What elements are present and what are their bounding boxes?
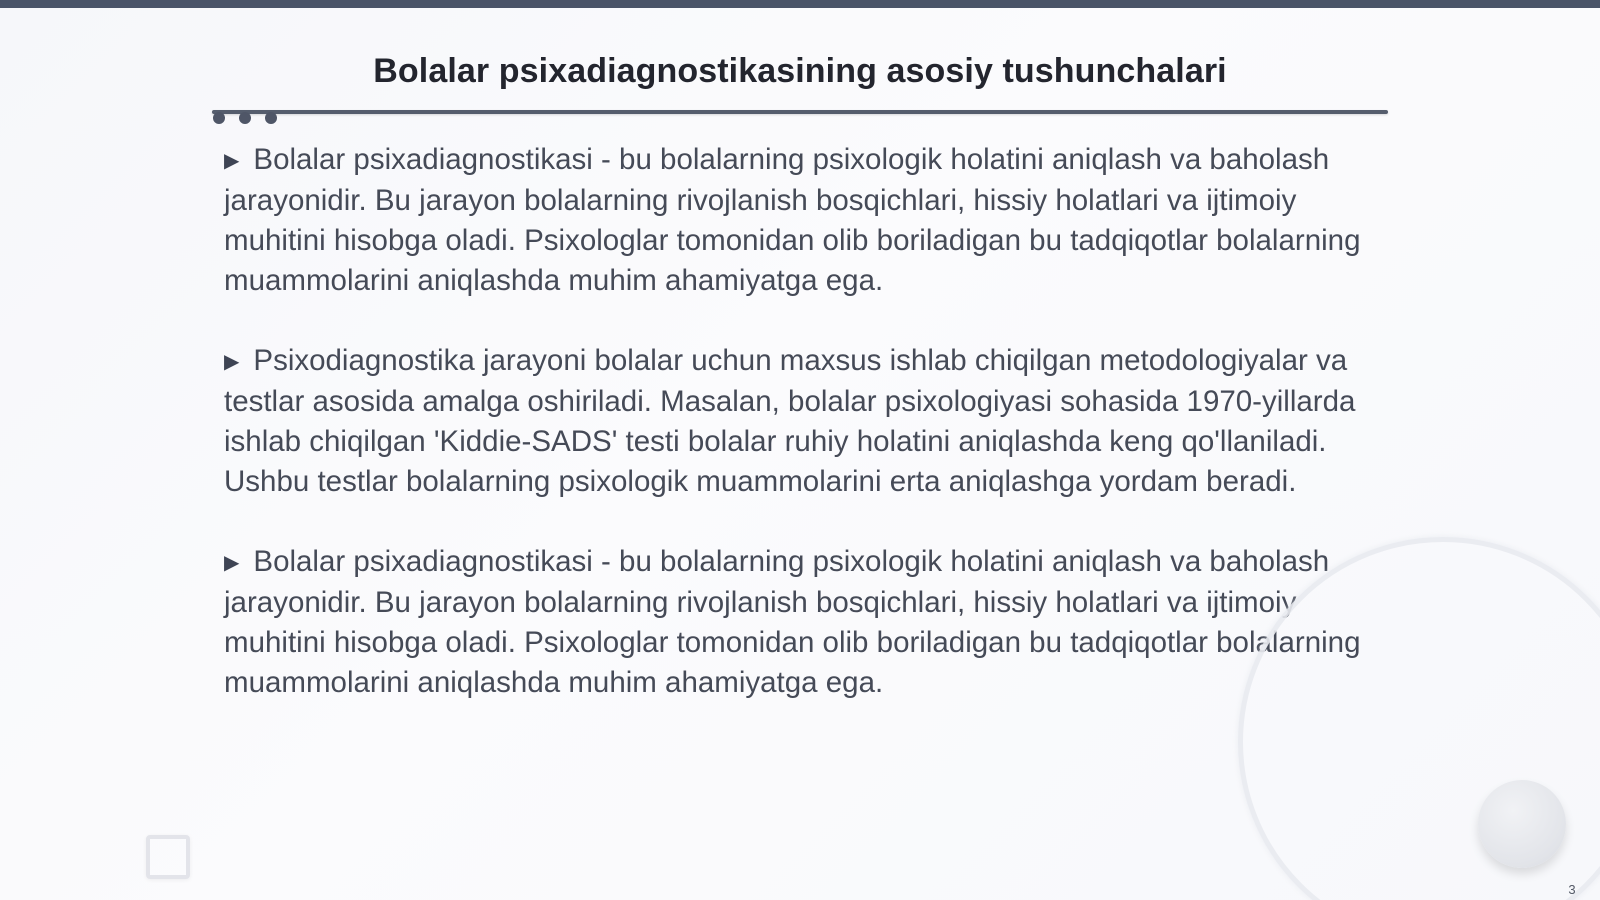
triangle-right-icon: ▶ [224, 351, 240, 373]
paragraph-text: Bolalar psixadiagnostikasi - bu bolalarning psixologik holatini aniqlash va baholash jarayonidir. Bu jarayon bolalarning rivojlanish bosqichlari, hissiy holatlari va ijtimoiy muhitini hisobga oladi. Psixologlar tomonidan olib boriladigan bu tadqiqotlar bolalarning muammolarini aniqlashda muhim ahamiyatga ega. [224, 143, 1361, 297]
bullet-paragraph-1 [224, 140, 1374, 301]
bullet-paragraph-3 [224, 542, 1374, 703]
paragraph-text: Bolalar psixadiagnostikasi - bu bolalarning psixologik holatini aniqlash va baholash jarayonidir. Bu jarayon bolalarning rivojlanish bosqichlari, hissiy holatlari va ijtimoiy muhitini hisobga oladi. Psixologlar tomonidan olib boriladigan bu tadqiqotlar bolalarning muammolarini aniqlashda muhim ahamiyatga ega. [224, 545, 1361, 699]
bullet-paragraph-2 [224, 341, 1374, 502]
triangle-right-icon: ▶ [224, 552, 240, 574]
triangle-right-icon: ▶ [224, 150, 240, 172]
sphere-decoration [1478, 780, 1566, 868]
dot-icon [265, 112, 277, 124]
dot-icon [213, 112, 225, 124]
top-accent-bar [0, 0, 1600, 8]
square-outline-decoration [146, 835, 190, 879]
slide-title: Bolalar psixadiagnostikasining asosiy tushunchalari [373, 52, 1227, 90]
page-number: 3 [1568, 882, 1576, 897]
title-underline [212, 110, 1388, 114]
paragraph-text: Psixodiagnostika jarayoni bolalar uchun maxsus ishlab chiqilgan metodologiyalar va testlar asosida amalga oshiriladi. Masalan, bolalar psixologiyasi sohasida 1970-yillarda ishlab chiqilgan 'Kiddie-SADS' testi bolalar ruhiy holatini aniqlashda keng qo'llaniladi. Ushbu testlar bolalarning psixologik muammolarini erta aniqlashga yordam beradi. [224, 344, 1356, 498]
dot-icon [239, 112, 251, 124]
slide-body [224, 140, 1374, 743]
